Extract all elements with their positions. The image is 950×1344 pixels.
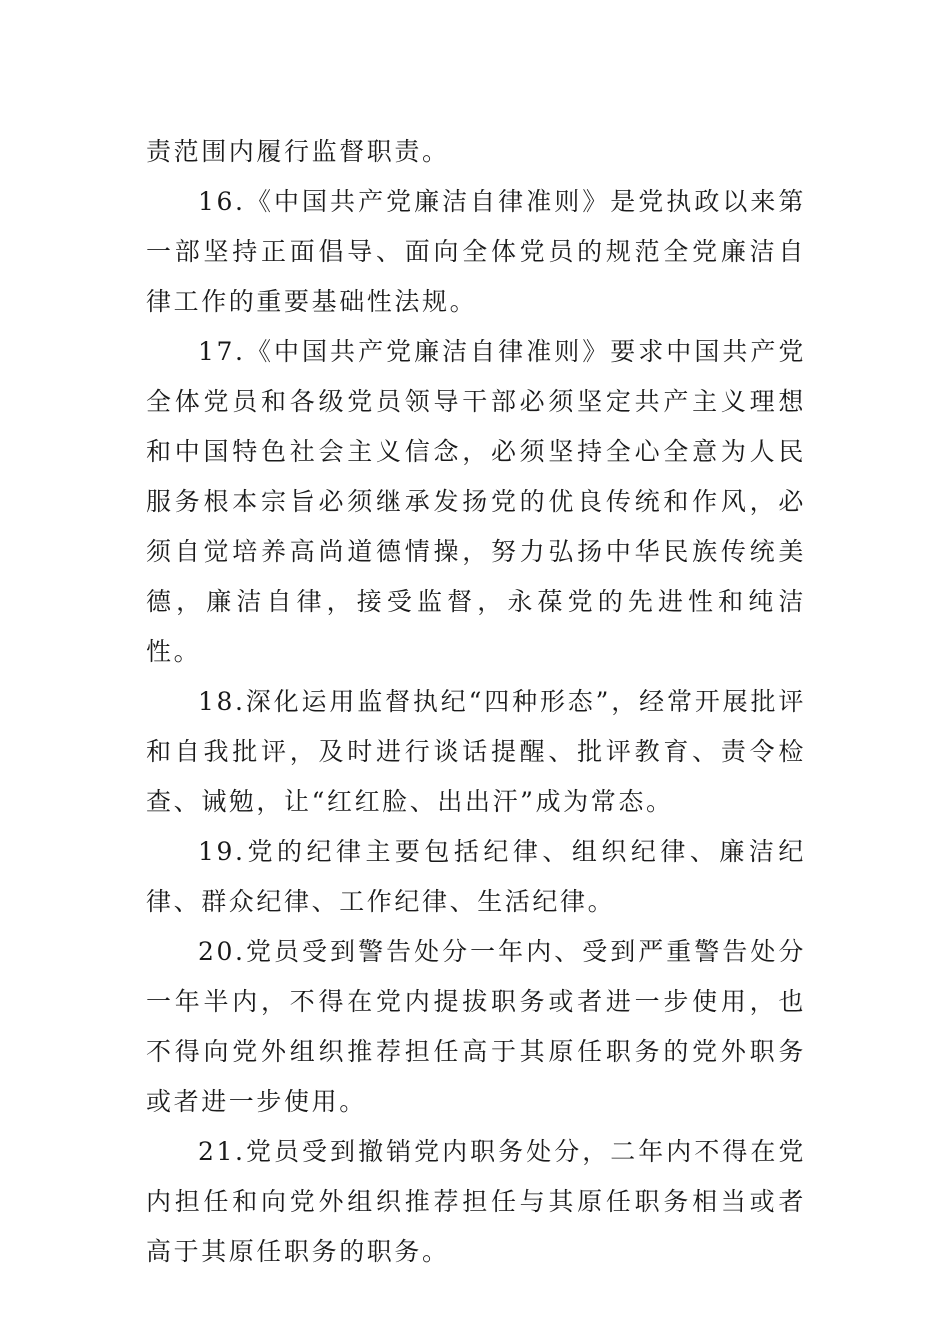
paragraph-item-21: 21.党员受到撤销党内职务处分，二年内不得在党内担任和向党外组织推荐担任与其原任职务相当或者高于其原任职务的职务。 — [146, 1137, 806, 1266]
paragraph-item-17: 17.《中国共产党廉洁自律准则》要求中国共产党全体党员和各级党员领导干部必须坚定共产主义理想和中国特色社会主义信念，必须坚持全心全意为人民服务根本宗旨必须继承发扬党的优良传统和作风，必须自觉培养高尚道德情操，努力弘扬中华民族传统美德，廉洁自律，接受监督，永葆党的先进性和纯洁性。 — [146, 337, 806, 666]
paragraph-item-16: 16.《中国共产党廉洁自律准则》是党执政以来第一部坚持正面倡导、面向全体党员的规范全党廉洁自律工作的重要基础性法规。 — [146, 187, 806, 316]
paragraph-item-20: 20.党员受到警告处分一年内、受到严重警告处分一年半内，不得在党内提拔职务或者进一步使用，也不得向党外组织推荐担任高于其原任职务的党外职务或者进一步使用。 — [146, 937, 806, 1116]
paragraph-continuation: 责范围内履行监督职责。 — [146, 137, 450, 166]
paragraph-item-18: 18.深化运用监督执纪“四种形态”，经常开展批评和自我批评，及时进行谈话提醒、批评教育、责令检查、诫勉，让“红红脸、出出汗”成为常态。 — [146, 687, 806, 816]
document-body — [146, 127, 806, 1277]
paragraph-item-19: 19.党的纪律主要包括纪律、组织纪律、廉洁纪律、群众纪律、工作纪律、生活纪律。 — [146, 837, 806, 916]
